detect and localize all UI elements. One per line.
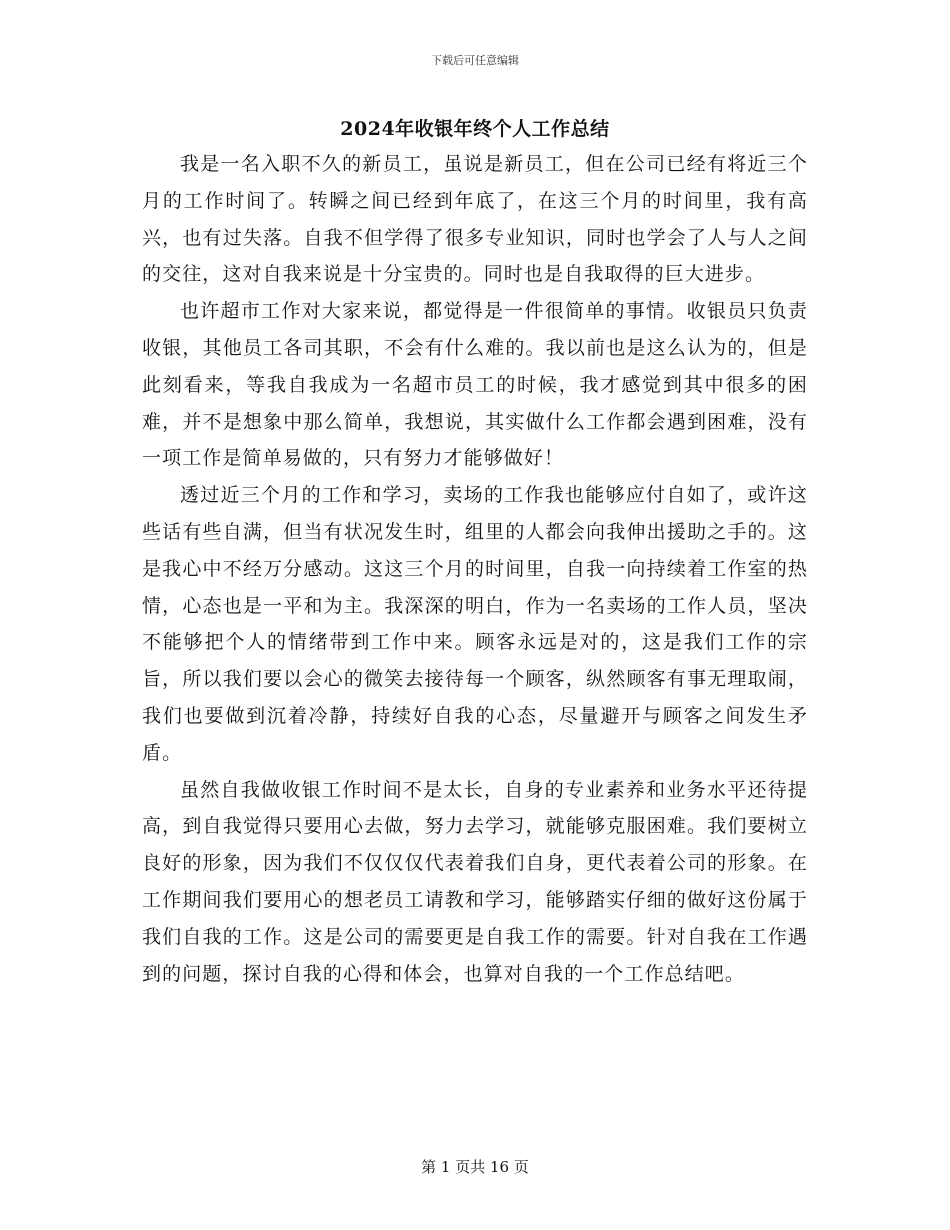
paragraph-2: 也许超市工作对大家来说，都觉得是一件很简单的事情。收银员只负责收银，其他员工各司其职，不会有什么难的。我以前也是这么认为的，但是此刻看来，等我自我成为一名超市员工的时候，我才感觉到其中很多的困难，并不是想象中那么简单，我想说，其实做什么工作都会遇到困难，没有一项工作是简单易做的，只有努力才能够做好！ [142, 300, 808, 470]
paragraph-1: 我是一名入职不久的新员工，虽说是新员工，但在公司已经有将近三个月的工作时间了。转瞬之间已经到年底了，在这三个月的时间里，我有高兴，也有过失落。自我不但学得了很多专业知识，同时也学会了人与人之间的交往，这对自我来说是十分宝贵的。同时也是自我取得的巨大进步。 [142, 153, 808, 286]
document-body [142, 146, 808, 992]
paragraph-4: 虽然自我做收银工作时间不是太长，自身的专业素养和业务水平还待提高，到自我觉得只要用心去做，努力去学习，就能够克服困难。我们要树立良好的形象，因为我们不仅仅仅代表着我们自身，更代表着公司的形象。在工作期间我们要用心的想老员工请教和学习，能够踏实仔细的做好这份属于我们自我的工作。这是公司的需要更是自我工作的需要。针对自我在工作遇到的问题，探讨自我的心得和体会，也算对自我的一个工作总结吧。 [142, 778, 808, 985]
page-header: 下载后可任意编辑 [431, 54, 519, 67]
page-number: 第 1 页共 16 页 [421, 1158, 529, 1176]
paragraph-3: 透过近三个月的工作和学习，卖场的工作我也能够应付自如了，或许这些话有些自满，但当有状况发生时，组里的人都会向我伸出援助之手的。这是我心中不经万分感动。这这三个月的时间里，自我一向持续着工作室的热情，心态也是一平和为主。我深深的明白，作为一名卖场的工作人员，坚决不能够把个人的情绪带到工作中来。顾客永远是对的，这是我们工作的宗旨，所以我们要以会心的微笑去接待每一个顾客，纵然顾客有事无理取闹，我们也要做到沉着冷静，持续好自我的心态，尽量避开与顾客之间发生矛盾。 [142, 484, 808, 764]
document-title: 2024年收银年终个人工作总结 [340, 118, 610, 140]
